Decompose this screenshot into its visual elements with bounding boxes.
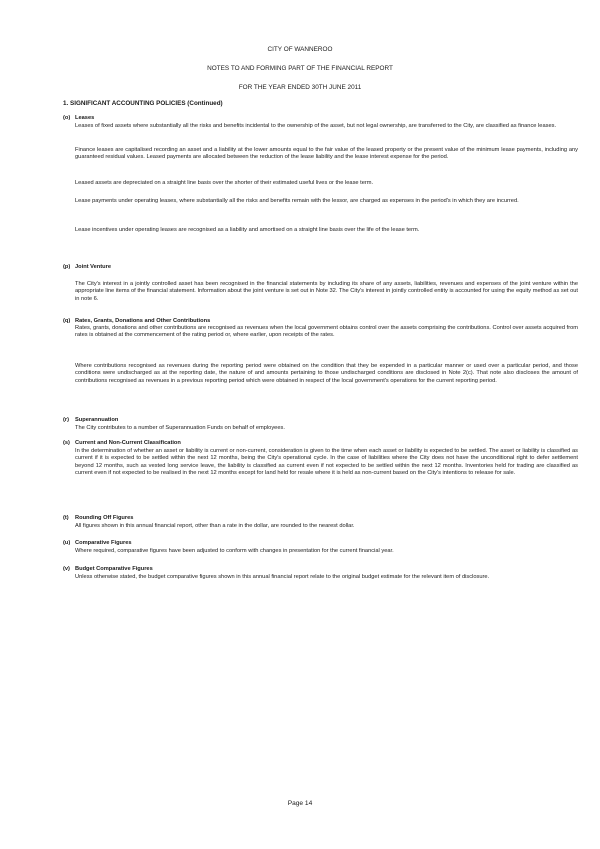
section-joint-venture (63, 264, 578, 314)
paragraph: Leased assets are depreciated on a straight line basis over the shorter of their estimated useful lives or the lease term. (75, 180, 374, 186)
paragraph: Lease payments under operating leases, where substantially all the risks and benefits remain with the lessor, are charged as expenses in the period's in which they are incurred. (75, 198, 519, 204)
paragraph: The City's interest in a jointly controlled asset has been recognised in the financial statements by including its share of any assets, liabilities, revenues and expenses of the joint venture within the appropriate line items of the financial statement. Information about the joint venture is set out in Note 32. The City's interest in jointly controlled entity is accounted for using the equity method as set out in note 6. (75, 281, 578, 302)
section-body (75, 123, 578, 130)
section-body (75, 147, 578, 162)
section-title: Comparative Figures (75, 540, 132, 546)
paragraph: Where required, comparative figures have been adjusted to conform with changes in presentation for the current financial year. (75, 548, 394, 554)
section-rates-grants (63, 318, 578, 430)
main-heading: 1. SIGNIFICANT ACCOUNTING POLICIES (Continued) (63, 100, 223, 107)
section-letter: (p) (63, 264, 71, 270)
paragraph: Unless otherwise stated, the budget comparative figures shown in this annual financial report relate to the original budget estimate for the relevant item of disclosure. (75, 574, 490, 580)
section-body (75, 574, 578, 581)
section-body (75, 425, 578, 432)
paragraph: Finance leases are capitalised recording an asset and a liability at the lower amounts equal to the fair value of the leased property or the present value of the minimum lease payments, including any guaranteed residual values. Leased payments are allocated between the reduction of the lease liability and the lease interest expense for the period. (75, 147, 578, 161)
section-current-noncurrent (63, 440, 578, 510)
section-comparative (63, 540, 578, 558)
section-leases (63, 115, 578, 250)
paragraph: Where contributions recognised as revenues during the reporting period were obtained on the condition that they be expended in a particular manner or used over a particular period, and those conditions were undischarged as at the reporting date, the nature of and amounts pertaining to those undischarged conditions are disclosed in Note 2(c). That note also discloses the amount of contributions recognised as revenues in a previous reporting period which were obtained in respect of the local government's operations for the current reporting period. (75, 363, 578, 384)
section-body (75, 448, 578, 477)
section-body (75, 180, 578, 187)
paragraph: Rates, grants, donations and other contributions are recognised as revenues when the local government obtains control over the assets comprising the contributions. Control over assets acquired from rates is obtained at the commencement of the rating period or, where earlier, upon receipts of the rates. (75, 325, 578, 339)
org-name: CITY OF WANNEROO (267, 46, 333, 53)
section-body (75, 548, 578, 555)
section-letter: (o) (63, 115, 71, 121)
section-title: Joint Venture (75, 264, 112, 270)
paragraph: In the determination of whether an asset or liability is current or non-current, consideration is given to the time when each asset or liability is expected to be settled. The asset or liability is classified as current if it is expected to be settled within the next 12 months, being the City's operational cycle. In the case of liabilities where the City does not have the unconditional right to defer settlement beyond 12 months, such as vested long service leave, the liability is classified as current even if not expected to be settled within the next 12 months. Inventories held for trading are classified as current even if not expected to be realised in the next 12 months except for land held for resale where it is held as non-current based on the City's intentions to release for sale. (75, 448, 578, 476)
page-number: Page 14 (287, 800, 313, 807)
section-body (75, 281, 578, 303)
section-body (75, 198, 578, 205)
section-body (75, 523, 578, 530)
section-superannuation (63, 417, 578, 435)
report-title: NOTES TO AND FORMING PART OF THE FINANCIAL REPORT (207, 65, 393, 72)
section-letter: (v) (63, 566, 70, 572)
paragraph: All figures shown in this annual financial report, other than a rate in the dollar, are rounded to the nearest dollar. (75, 523, 355, 529)
paragraph: Leases of fixed assets where substantially all the risks and benefits incidental to the ownership of the asset, but not legal ownership, are transferred to the City, are classified as finance leases. (75, 123, 557, 129)
section-budget-comparative (63, 566, 578, 591)
report-period: FOR THE YEAR ENDED 30TH JUNE 2011 (238, 84, 362, 91)
paragraph: The City contributes to a number of Superannuation Funds on behalf of employees. (75, 425, 285, 431)
section-letter: (q) (63, 318, 71, 324)
paragraph: Lease incentives under operating leases are recognised as a liability and amortised on a straight line basis over the life of the lease term. (75, 227, 420, 233)
section-title: Rates, Grants, Donations and Other Contributions (75, 318, 211, 324)
section-letter: (t) (63, 515, 69, 521)
section-title: Budget Comparative Figures (75, 566, 153, 572)
section-letter: (s) (63, 440, 70, 446)
section-letter: (u) (63, 540, 71, 546)
section-body (75, 325, 578, 340)
section-letter: (r) (63, 417, 70, 423)
section-rounding (63, 515, 578, 533)
section-title: Current and Non-Current Classification (75, 440, 181, 446)
section-title: Rounding Off Figures (75, 515, 134, 521)
section-body (75, 227, 578, 234)
section-title: Superannuation (75, 417, 119, 423)
section-title: Leases (75, 115, 95, 121)
section-body (75, 363, 578, 385)
